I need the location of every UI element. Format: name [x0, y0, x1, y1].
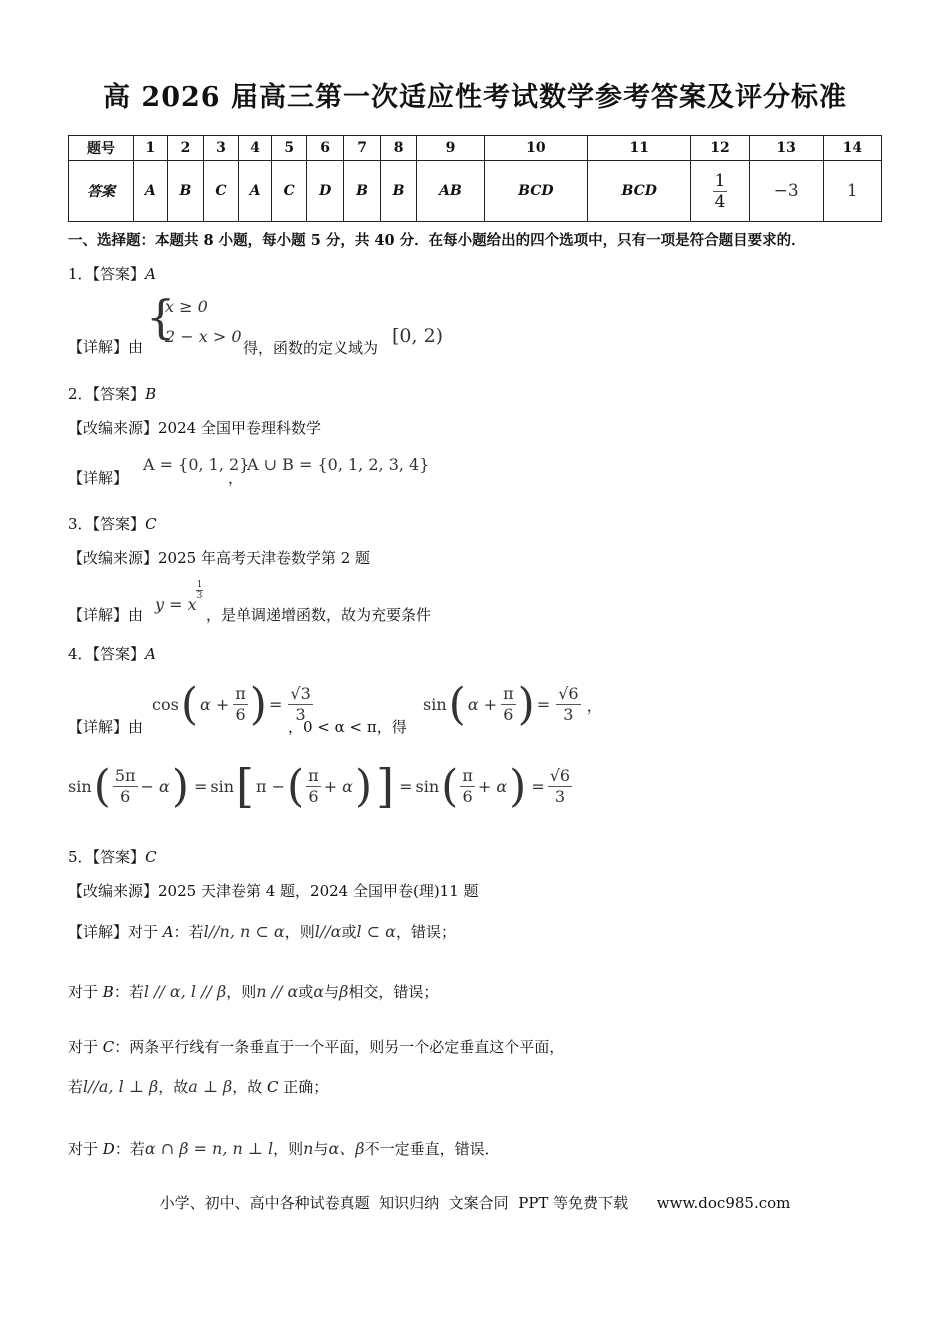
- source-label: 【改编来源】: [68, 549, 159, 567]
- table-cell-answer-fraction: [691, 161, 749, 222]
- fraction-numerator: √6: [558, 683, 579, 703]
- detail-label: 【详解】: [68, 718, 129, 736]
- q5-source-line: [68, 880, 479, 901]
- exponent-fraction: [196, 580, 203, 601]
- fraction-denominator: 3: [295, 704, 306, 724]
- table-cell-answer: D: [307, 161, 344, 222]
- math-term: − α: [140, 776, 170, 796]
- table-cell-answer: AB: [417, 161, 484, 222]
- answer-label: 【答案】: [92, 385, 146, 403]
- table-cell-answer: A: [238, 161, 272, 222]
- math-fn: cos: [152, 694, 179, 714]
- q4-detail-label: [68, 716, 143, 737]
- detail-text: 对于: [68, 983, 103, 1001]
- option-letter: A: [162, 923, 174, 941]
- q2-detail-label: 【详解】: [68, 469, 129, 487]
- equals-sign: =: [268, 694, 283, 714]
- math-expr: α ∩ β = n, n ⊥ l: [144, 1139, 274, 1158]
- q3-source-line: [68, 547, 370, 568]
- math-term: π −: [255, 776, 285, 796]
- table-cell-answer: C: [272, 161, 307, 222]
- math-fn: sin: [415, 776, 440, 796]
- detail-text: 由: [128, 718, 144, 736]
- fraction-pi-6: [460, 766, 475, 807]
- exponent-denominator: 3: [196, 591, 203, 601]
- fraction-sqrt6-3: [556, 684, 580, 725]
- detail-text: 得，函数的定义域为: [243, 339, 379, 357]
- table-cell-number: 12: [691, 136, 749, 161]
- detail-label: 【详解】: [68, 923, 129, 941]
- option-letter: C: [267, 1078, 279, 1096]
- fraction-numerator: π: [503, 683, 514, 703]
- answer-value: A: [145, 645, 156, 663]
- math-expr: α、β: [328, 1139, 365, 1158]
- fraction-denominator: 3: [554, 786, 565, 806]
- question-number: 3．: [68, 515, 93, 533]
- table-cell-number: 10: [484, 136, 587, 161]
- table-cell-answer: [749, 161, 823, 222]
- fraction-numerator: √3: [290, 683, 311, 703]
- fraction-denominator: 6: [120, 786, 131, 806]
- fraction: [713, 171, 728, 212]
- table-header-number: 题号: [69, 136, 134, 161]
- q5-option-a: [68, 921, 456, 942]
- q3-detail-label: [68, 604, 143, 625]
- detail-text: ：若: [114, 1140, 145, 1158]
- table-cell-number: 9: [417, 136, 484, 161]
- q1-detail-label: [68, 336, 143, 357]
- option-letter: D: [102, 1140, 115, 1158]
- fraction-denominator: 4: [714, 191, 726, 212]
- set-union: A ∪ B = {0, 1, 2, 3, 4}: [247, 455, 430, 474]
- q5-option-c-cont: [68, 1076, 328, 1097]
- math-expr: α: [313, 982, 325, 1001]
- paren-left: (: [287, 760, 305, 812]
- math-fn: sin: [210, 776, 235, 796]
- math-term: α +: [467, 694, 498, 714]
- detail-label: 【详解】: [68, 606, 129, 624]
- detail-text: ：若: [173, 923, 204, 941]
- math-expr: l//α: [314, 922, 342, 941]
- paren-right: ): [171, 760, 189, 812]
- math-fn: sin: [423, 694, 447, 714]
- source-label: 【改编来源】: [68, 882, 159, 900]
- table-cell-answer: B: [380, 161, 416, 222]
- q5-answer-line: [68, 846, 157, 867]
- q5-option-c: [68, 1036, 564, 1057]
- answer-value: C: [145, 515, 157, 533]
- detail-text: 相交，错误；: [348, 983, 439, 1001]
- detail-text: 对于: [128, 923, 163, 941]
- bracket-left: [: [236, 759, 254, 813]
- math-expr: l // α, l // β: [143, 982, 227, 1001]
- table-cell-answer: B: [167, 161, 203, 222]
- answer-value: −3: [773, 181, 799, 201]
- answer-label: 【答案】: [92, 515, 146, 533]
- page-title: 高 2026 届高三第一次适应性考试数学参考答案及评分标准: [103, 82, 847, 113]
- q2-answer-line: [68, 383, 156, 404]
- q3-answer-line: [68, 513, 157, 534]
- table-cell-answer: C: [204, 161, 239, 222]
- detail-text: 若: [68, 1078, 84, 1096]
- paren-left: (: [441, 760, 459, 812]
- exponent-numerator: 1: [196, 580, 203, 590]
- table-cell-answer: A: [134, 161, 168, 222]
- detail-text: 不一定垂直，错误．: [364, 1140, 500, 1158]
- detail-text: 由: [128, 338, 144, 356]
- math-expr: l//a, l ⊥ β: [83, 1077, 159, 1096]
- paren-right: ): [354, 760, 373, 812]
- math-expr: l//n, n ⊂ α: [203, 922, 285, 941]
- fraction-pi-6: [233, 684, 248, 725]
- q5-option-d: [68, 1136, 500, 1159]
- fraction-sqrt6-3: [548, 766, 572, 807]
- math-fn: sin: [68, 776, 92, 796]
- section-heading: 一、选择题：本题共 8 小题，每小题 5 分，共 40 分．在每小题给出的四个选项中，只有一项是符合题目要求的．: [68, 232, 806, 249]
- question-number: 2．: [68, 385, 93, 403]
- detail-text: ，是单调递增函数，故为充要条件: [206, 606, 432, 624]
- source-label: 【改编来源】: [68, 419, 159, 437]
- equals-sign: =: [536, 694, 551, 714]
- detail-text: ，则: [284, 923, 315, 941]
- table-cell-number: 4: [238, 136, 272, 161]
- fraction-pi-6: [306, 766, 321, 807]
- detail-text: 由: [128, 606, 144, 624]
- q4-answer-line: [68, 643, 156, 664]
- equation-sin: [423, 676, 603, 732]
- fraction-denominator: 6: [235, 704, 246, 724]
- brace-icon: {: [146, 290, 176, 344]
- detail-text: 与: [313, 1140, 329, 1158]
- answer-label: 【答案】: [92, 645, 146, 663]
- detail-text: 或: [341, 923, 357, 941]
- equals-sign: =: [399, 776, 413, 796]
- detail-text: ，故: [232, 1078, 268, 1096]
- math-term: + α: [323, 776, 353, 796]
- fraction-numerator: π: [462, 765, 473, 785]
- fraction-denominator: 6: [462, 786, 473, 806]
- fraction-denominator: 6: [308, 786, 319, 806]
- question-number: 5．: [68, 848, 93, 866]
- q5-option-b: [68, 981, 438, 1002]
- fraction-numerator: π: [235, 683, 246, 703]
- domain-interval: [0, 2): [392, 325, 444, 347]
- detail-text: ，则: [273, 1140, 304, 1158]
- range-text: ，0 < α < π，得: [288, 718, 407, 736]
- paren-left: (: [180, 678, 198, 730]
- detail-text: 正确；: [278, 1078, 329, 1096]
- detail-text: ：两条平行线有一条垂直于一个平面，则另一个必定垂直这个平面，: [114, 1038, 565, 1056]
- detail-text: 或: [298, 983, 314, 1001]
- table-cell-number: 6: [307, 136, 344, 161]
- math-term: + α: [477, 776, 508, 796]
- question-number: 1．: [68, 265, 93, 283]
- q2-source-line: [68, 417, 321, 438]
- fraction-pi-6: [501, 684, 516, 725]
- paren-left: (: [448, 678, 466, 730]
- table-row-numbers: [69, 136, 882, 161]
- fraction-denominator: 6: [503, 704, 514, 724]
- detail-text: 对于: [68, 1140, 103, 1158]
- math-expr: a ⊥ β: [188, 1077, 233, 1096]
- table-header-answer: 答案: [69, 161, 134, 222]
- equation-chain: [68, 756, 572, 816]
- source-text: 2025 天津卷第 4 题，2024 全国甲卷(理)11 题: [158, 882, 479, 900]
- set-a: A = {0, 1, 2}: [143, 455, 250, 474]
- answer-value: A: [145, 265, 156, 283]
- fraction-numerator: 1: [714, 170, 726, 191]
- answer-label: 【答案】: [92, 265, 146, 283]
- table-cell-answer: B: [344, 161, 380, 222]
- table-cell-answer: [823, 161, 881, 222]
- footer-text: 小学、初中、高中各种试卷真题 知识归纳 文案合同 PPT 等免费下载 www.doc985.com: [159, 1194, 791, 1212]
- table-cell-number: 1: [134, 136, 168, 161]
- q1-answer-line: [68, 263, 156, 284]
- detail-text: ：若: [113, 983, 144, 1001]
- paren-right: ): [509, 760, 527, 812]
- table-row-answers: [69, 161, 882, 222]
- answer-table: [68, 135, 882, 222]
- detail-label: 【详解】: [68, 338, 129, 356]
- equals-sign: =: [193, 776, 208, 796]
- bracket-right: ]: [376, 759, 395, 813]
- table-cell-answer: BCD: [588, 161, 691, 222]
- detail-text: ，错误；: [395, 923, 456, 941]
- separator: ，: [586, 695, 603, 715]
- math-expr: β: [339, 982, 349, 1001]
- table-cell-answer: BCD: [484, 161, 587, 222]
- table-cell-number: 11: [588, 136, 691, 161]
- answer-value: C: [145, 848, 157, 866]
- table-cell-number: 5: [272, 136, 307, 161]
- separator: ，: [228, 469, 244, 487]
- inequality-1: x ≥ 0: [165, 297, 208, 316]
- answer-label: 【答案】: [92, 848, 146, 866]
- power-function: y = x: [155, 595, 197, 614]
- source-text: 2025 年高考天津卷数学第 2 题: [158, 549, 371, 567]
- paren-right: ): [517, 678, 535, 730]
- table-cell-number: 8: [380, 136, 416, 161]
- math-term: α +: [199, 694, 230, 714]
- math-expr: l ⊂ α: [356, 922, 396, 941]
- table-cell-number: 14: [823, 136, 881, 161]
- source-text: 2024 全国甲卷理科数学: [158, 419, 321, 437]
- detail-text: ，则: [226, 983, 257, 1001]
- fraction-denominator: 3: [563, 704, 574, 724]
- detail-text: 与: [324, 983, 340, 1001]
- table-cell-number: 13: [749, 136, 823, 161]
- table-cell-number: 2: [167, 136, 203, 161]
- question-number: 4．: [68, 645, 93, 663]
- fraction-numerator: 5π: [114, 765, 136, 785]
- math-expr: n // α: [256, 982, 299, 1001]
- paren-left: (: [93, 760, 111, 812]
- table-cell-number: 7: [344, 136, 380, 161]
- fraction-5pi-6: [113, 766, 138, 807]
- detail-text: 对于: [68, 1038, 103, 1056]
- fraction-numerator: √6: [549, 765, 571, 785]
- math-expr: n: [303, 1139, 314, 1158]
- paren-right: ): [249, 678, 267, 730]
- option-letter: B: [102, 983, 114, 1001]
- fraction-numerator: π: [308, 765, 319, 785]
- answer-value: B: [145, 385, 157, 403]
- equals-sign: =: [531, 776, 545, 796]
- option-letter: C: [102, 1038, 115, 1056]
- inequality-2: 2 − x > 0: [165, 327, 242, 346]
- detail-text: ，故: [158, 1078, 189, 1096]
- answer-value: 1: [846, 181, 858, 201]
- table-cell-number: 3: [204, 136, 239, 161]
